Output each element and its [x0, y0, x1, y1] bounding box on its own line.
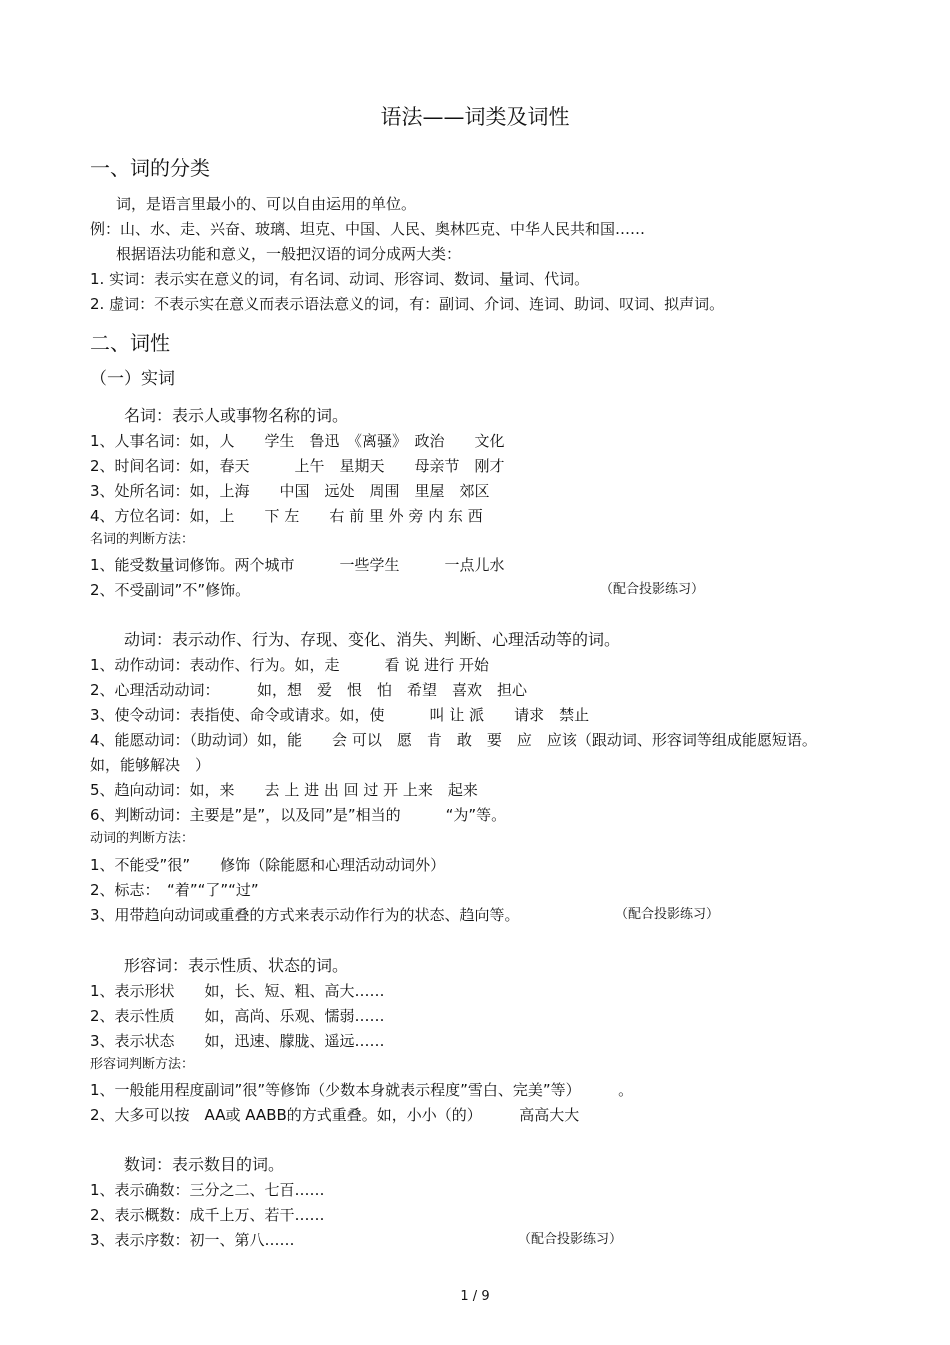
list-item: 1、能受数量词修饰。两个城市 一些学生 一点儿水	[90, 556, 505, 574]
method-title: 形容词判断方法：	[90, 1057, 195, 1072]
list-item: 2、标志： “着”“了”“过”	[90, 881, 259, 899]
list-item: 3、使令动词：表指使、命令或请求。如，使 叫 让 派 请求 禁止	[90, 706, 590, 724]
list-item: 1、动作动词：表动作、行为。如，走 看 说 进行 开始	[90, 656, 489, 674]
subsection-heading-content-words: （一）实词	[90, 369, 175, 389]
paragraph-line: 例：山、水、走、兴奋、玻璃、坦克、中国、人民、奥林匹克、中华人民共和国……	[90, 220, 646, 238]
paragraph-line: 2. 虚词：不表示实在意义而表示语法意义的词，有：副词、介词、连词、助词、叹词、拟声词。	[90, 295, 725, 313]
paragraph-line: 词，是语言里最小的、可以自由运用的单位。	[116, 195, 417, 213]
list-item: 3、用带趋向动词或重叠的方式来表示动作行为的状态、趋向等。	[90, 906, 520, 924]
practice-note: （配合投影练习）	[615, 907, 720, 922]
list-item: 1、不能受”很” 修饰（除能愿和心理活动动词外）	[90, 856, 446, 874]
paragraph-line: 1. 实词：表示实在意义的词，有名词、动词、形容词、数词、量词、代词。	[90, 270, 590, 288]
list-item: 2、大多可以按 AA或 AABB的方式重叠。如，小小（的） 高高大大	[90, 1106, 580, 1124]
method-title: 名词的判断方法：	[90, 532, 195, 547]
list-item: 3、表示状态 如，迅速、朦胧、遥远……	[90, 1032, 385, 1050]
numeral-definition: 数词：表示数目的词。	[124, 1155, 285, 1174]
list-item: 3、处所名词：如，上海 中国 远处 周围 里屋 郊区	[90, 482, 490, 500]
section-heading-word-type: 二、词性	[90, 331, 170, 355]
list-item: 3、表示序数：初一、第八……	[90, 1231, 295, 1249]
page-number: 1 / 9	[460, 1289, 490, 1304]
verb-definition: 动词：表示动作、行为、存现、变化、消失、判断、心理活动等的词。	[124, 630, 621, 649]
list-item: 2、表示概数：成千上万、若干……	[90, 1206, 325, 1224]
practice-note: （配合投影练习）	[600, 582, 705, 597]
list-item: 2、不受副词”不”修饰。	[90, 581, 251, 599]
practice-note: （配合投影练习）	[518, 1232, 623, 1247]
list-item: 5、趋向动词：如，来 去 上 进 出 回 过 开 上来 起来	[90, 781, 478, 799]
list-item: 1、人事名词：如，人 学生 鲁迅 《离骚》 政治 文化	[90, 432, 505, 450]
adjective-definition: 形容词：表示性质、状态的词。	[124, 956, 349, 975]
list-item: 2、心理活动动词： 如，想 爱 恨 怕 希望 喜欢 担心	[90, 681, 528, 699]
noun-definition: 名词：表示人或事物名称的词。	[124, 406, 349, 425]
list-item: 2、表示性质 如，高尚、乐观、懦弱……	[90, 1007, 385, 1025]
list-item: 1、表示形状 如，长、短、粗、高大……	[90, 982, 385, 1000]
page-title: 语法——词类及词性	[380, 105, 570, 129]
list-item: 6、判断动词：主要是”是”，以及同”是”相当的 “为”等。	[90, 806, 507, 824]
method-title: 动词的判断方法：	[90, 831, 195, 846]
list-item: 4、方位名词：如，上 下 左 右 前 里 外 旁 内 东 西	[90, 507, 483, 525]
paragraph-line: 根据语法功能和意义，一般把汉语的词分成两大类：	[116, 245, 462, 263]
list-item: 如，能够解决 ）	[90, 756, 211, 774]
list-item: 2、时间名词：如，春天 上午 星期天 母亲节 刚才	[90, 457, 505, 475]
list-item: 1、表示确数：三分之二、七百……	[90, 1181, 325, 1199]
list-item: 4、能愿动词：（助动词）如，能 会 可以 愿 肯 敢 要 应 应该（跟动词、形容词等组成能愿短语。	[90, 731, 817, 749]
list-item: 1、一般能用程度副词”很”等修饰（少数本身就表示程度”雪白、完美”等） 。	[90, 1081, 634, 1099]
section-heading-classification: 一、词的分类	[90, 156, 210, 180]
